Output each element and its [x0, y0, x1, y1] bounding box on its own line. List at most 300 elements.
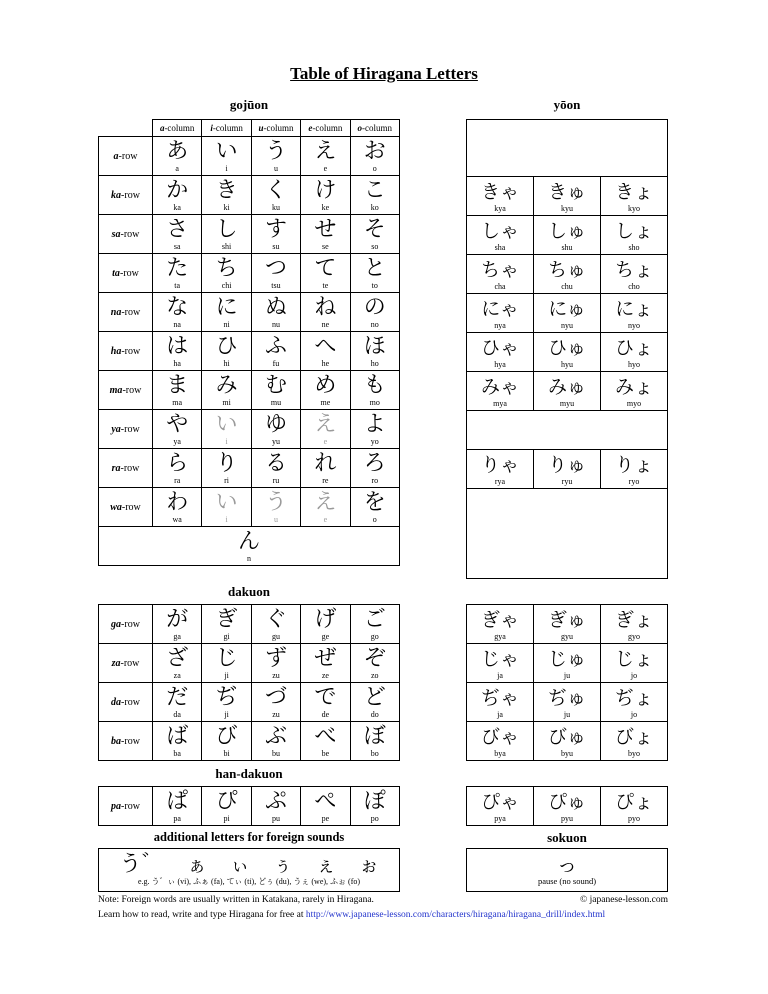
- kana-cell: [350, 488, 399, 527]
- kana-cell: [601, 683, 668, 722]
- kana-cell: [153, 293, 202, 332]
- empty-cell: [467, 489, 668, 579]
- kana-cell: [467, 605, 534, 644]
- row-label-suffix: -row: [120, 423, 140, 435]
- row-label: [99, 293, 153, 332]
- empty-row: [467, 120, 668, 177]
- romaji-label: be: [321, 749, 330, 758]
- kana-cell: [153, 371, 202, 410]
- romaji-label: gi: [223, 632, 230, 641]
- romaji-label: ga: [173, 632, 181, 641]
- row-label: [99, 787, 153, 826]
- kana-cell: [350, 787, 399, 826]
- kana-character: ひょ: [614, 336, 653, 359]
- kana-cell: [534, 787, 601, 826]
- kana-cell: [153, 722, 202, 761]
- kana-row: [99, 137, 400, 176]
- row-label: [99, 644, 153, 683]
- romaji-label: pu: [271, 814, 280, 823]
- row-label: [99, 605, 153, 644]
- kana-cell: [153, 488, 202, 527]
- kana-cell: [601, 177, 668, 216]
- kana-cell: [534, 605, 601, 644]
- handakuon-table: [98, 786, 400, 826]
- row-label: [99, 683, 153, 722]
- column-header: [202, 120, 251, 137]
- romaji-label: ma: [172, 398, 183, 407]
- kana-character: ゆ: [264, 412, 287, 437]
- kana-character: も: [363, 373, 386, 398]
- romaji-label: myo: [626, 398, 642, 408]
- kana-character: げ: [314, 607, 337, 632]
- romaji-label: ja: [497, 709, 503, 719]
- romaji-label: ya: [173, 437, 181, 446]
- kana-cell: [350, 605, 399, 644]
- kana-cell: [202, 683, 251, 722]
- row-label-prefix: ra: [111, 462, 121, 474]
- kana-cell: [534, 177, 601, 216]
- kana-character: じ: [215, 646, 238, 671]
- kana-row: [467, 216, 668, 255]
- kana-character: ひゅ: [547, 336, 586, 359]
- kana-character: む: [264, 373, 287, 398]
- kana-character: ぢゅ: [547, 686, 586, 709]
- empty-row: [467, 489, 668, 579]
- kana-character: にゃ: [481, 297, 519, 320]
- kana-cell: [202, 644, 251, 683]
- kana-character: ちゃ: [480, 258, 519, 281]
- kana-cell: [202, 137, 251, 176]
- kana-character: ぽ: [363, 789, 386, 814]
- kana-character: だ: [166, 685, 189, 710]
- kana-character: ぶ: [264, 724, 287, 749]
- kana-character: ぢゃ: [480, 686, 519, 709]
- kana-cell: [202, 215, 251, 254]
- romaji-label: hi: [223, 359, 230, 368]
- row-label-suffix: -row: [121, 189, 140, 201]
- kana-character: びゃ: [480, 725, 519, 748]
- romaji-label: kya: [494, 203, 506, 213]
- romaji-label: jo: [630, 670, 638, 680]
- row-label-prefix: da: [111, 696, 122, 708]
- kana-cell: [251, 410, 300, 449]
- kana-row: [99, 332, 400, 371]
- kana-cell: [202, 722, 251, 761]
- kana-cell: [251, 488, 300, 527]
- footer-learn-text: Learn how to read, write and type Hiragana for free at: [98, 910, 306, 920]
- romaji-label: pyo: [628, 813, 640, 823]
- romaji-label: ka: [173, 203, 181, 212]
- foreign-kana-character: ぅ: [273, 853, 293, 876]
- kana-character: す: [264, 217, 287, 242]
- kana-character: ぞ: [363, 646, 386, 671]
- romaji-label: da: [173, 710, 181, 719]
- romaji-label: ze: [321, 671, 329, 680]
- kana-row: [99, 215, 400, 254]
- row-label-suffix: -row: [118, 150, 138, 162]
- kana-cell: [350, 293, 399, 332]
- kana-character: ぼ: [363, 724, 386, 749]
- kana-character: え: [314, 139, 337, 164]
- column-header: [153, 120, 202, 137]
- romaji-label: pyu: [561, 813, 573, 823]
- handakuon-heading: han-dakuon: [215, 766, 283, 781]
- page-title-text: Table of Hiragana Letters: [290, 64, 478, 83]
- kana-character: い: [215, 412, 238, 437]
- row-label-suffix: -row: [119, 267, 139, 279]
- kana-character: び: [215, 724, 238, 749]
- kana-cell: [251, 137, 300, 176]
- yoon-heading: yōon: [553, 97, 581, 112]
- romaji-label: ba: [173, 749, 181, 758]
- romaji-label: ha: [173, 359, 181, 368]
- romaji-label: na: [173, 320, 181, 329]
- romaji-label: se: [322, 242, 329, 251]
- romaji-label: pi: [223, 814, 230, 823]
- kana-character: にゅ: [548, 297, 586, 320]
- row-label-suffix: -row: [121, 696, 140, 708]
- kana-character: ぎゅ: [547, 608, 586, 631]
- romaji-label: ta: [174, 281, 181, 290]
- romaji-label: u: [273, 515, 278, 524]
- foreign-sounds-box: [98, 848, 400, 892]
- row-label-prefix: ka: [111, 189, 122, 201]
- romaji-label: gyu: [561, 631, 573, 641]
- kana-character: ぎ: [215, 607, 238, 632]
- kana-cell: [202, 410, 251, 449]
- romaji-label: e: [323, 164, 328, 173]
- row-label: [99, 410, 153, 449]
- romaji-label: a: [175, 164, 179, 173]
- romaji-label: he: [321, 359, 330, 368]
- romaji-label: chu: [561, 281, 573, 291]
- romaji-label: mo: [369, 398, 380, 407]
- kana-row: [99, 683, 400, 722]
- kana-cell: [202, 371, 251, 410]
- row-label: [99, 254, 153, 293]
- empty-cell: [467, 120, 668, 177]
- kana-cell: [350, 371, 399, 410]
- kana-character: しょ: [614, 219, 653, 242]
- romaji-label: gu: [271, 632, 280, 641]
- kana-row: [467, 722, 668, 761]
- kana-cell: [601, 294, 668, 333]
- romaji-label: su: [272, 242, 280, 251]
- kana-character: ろ: [363, 451, 386, 476]
- row-label-prefix: ma: [109, 384, 123, 396]
- romaji-label: sa: [173, 242, 181, 251]
- kana-character: りょ: [614, 453, 653, 476]
- row-label-suffix: -row: [121, 618, 140, 630]
- kana-cell: [534, 216, 601, 255]
- row-label: [99, 371, 153, 410]
- kana-cell: [202, 176, 251, 215]
- kana-character: よ: [363, 412, 386, 437]
- kana-row: [99, 605, 400, 644]
- kana-character: ぴゅ: [547, 790, 586, 813]
- romaji-label: nya: [494, 320, 506, 330]
- kana-character: お: [363, 139, 386, 164]
- kana-cell: [251, 605, 300, 644]
- romaji-label: hyu: [561, 359, 573, 369]
- sokuon-caption: pause (no sound): [537, 876, 597, 886]
- romaji-label: rya: [494, 476, 506, 486]
- kana-cell: [601, 605, 668, 644]
- kana-character: しゃ: [480, 219, 519, 242]
- kana-cell: [202, 488, 251, 527]
- kana-cell: [153, 410, 202, 449]
- kana-character: め: [314, 373, 337, 398]
- kana-character: じゃ: [480, 647, 519, 670]
- kana-character: ぷ: [264, 789, 287, 814]
- kana-character: ぺ: [314, 789, 337, 814]
- column-header-prefix: a: [159, 123, 165, 133]
- corner-cell: [99, 120, 153, 137]
- romaji-label: do: [370, 710, 379, 719]
- kana-cell: [350, 683, 399, 722]
- kana-row: [467, 294, 668, 333]
- kana-cell: [301, 449, 350, 488]
- column-header-suffix: -column: [263, 123, 294, 133]
- kana-character: ね: [314, 295, 337, 320]
- kana-character: ふ: [264, 334, 287, 359]
- romaji-label: ra: [174, 476, 181, 485]
- gojuon-table: [98, 119, 400, 566]
- row-label-prefix: sa: [111, 228, 121, 240]
- kana-cell: [99, 527, 400, 566]
- romaji-label: wa: [172, 515, 182, 524]
- kana-character: て: [314, 256, 337, 281]
- kana-cell: [301, 410, 350, 449]
- kana-character: う: [264, 490, 287, 515]
- romaji-label: nyu: [561, 320, 573, 330]
- romaji-label: ju: [563, 670, 571, 680]
- kana-cell: [301, 787, 350, 826]
- footer-note: Note: Foreign words are usually written in Katakana, rarely in Hiragana.: [98, 895, 374, 905]
- kana-cell: [301, 371, 350, 410]
- row-label: [99, 215, 153, 254]
- romaji-label: shu: [561, 242, 573, 252]
- row-label-suffix: -row: [121, 800, 140, 812]
- kana-row: [467, 605, 668, 644]
- kana-character: う: [264, 139, 287, 164]
- romaji-label: o: [372, 164, 377, 173]
- romaji-label: shi: [221, 242, 232, 251]
- row-label-suffix: -row: [120, 657, 140, 669]
- kana-cell: [467, 372, 534, 411]
- kana-character: きょ: [614, 180, 653, 203]
- kana-character: か: [166, 178, 189, 203]
- romaji-label: sha: [494, 242, 506, 252]
- column-header-suffix: -column: [312, 123, 343, 133]
- romaji-label: so: [371, 242, 379, 251]
- kana-character: え: [314, 490, 337, 515]
- romaji-label: go: [370, 632, 379, 641]
- romaji-label: i: [225, 164, 228, 173]
- foreign-sounds-heading: additional letters for foreign sounds: [153, 830, 345, 844]
- footer-link[interactable]: http://www.japanese-lesson.com/characters/hiragana/hiragana_drill/index.html: [305, 910, 606, 920]
- romaji-label: gya: [494, 631, 506, 641]
- row-label-prefix: wa: [110, 501, 122, 513]
- kana-character: みゃ: [480, 375, 519, 398]
- row-label-prefix: ya: [111, 423, 121, 435]
- kana-row: [99, 449, 400, 488]
- column-header-prefix: e: [308, 123, 313, 133]
- kana-character: ぴょ: [614, 790, 653, 813]
- kana-cell: [202, 254, 251, 293]
- kana-character: る: [264, 451, 287, 476]
- kana-cell: [301, 644, 350, 683]
- kana-character: け: [314, 178, 337, 203]
- sokuon-box: [466, 848, 668, 892]
- kana-cell: [301, 137, 350, 176]
- kana-row: [467, 644, 668, 683]
- kana-cell: [601, 372, 668, 411]
- kana-character: にょ: [615, 297, 653, 320]
- kana-row: [467, 450, 668, 489]
- romaji-label: ne: [321, 320, 330, 329]
- kana-character: ご: [363, 607, 386, 632]
- romaji-label: ri: [224, 476, 230, 485]
- row-label-prefix: ha: [110, 345, 122, 357]
- kana-cell: [534, 372, 601, 411]
- kana-character: ら: [166, 451, 189, 476]
- column-header-prefix: u: [258, 123, 264, 133]
- kana-character: つ: [264, 256, 287, 281]
- kana-row: [99, 293, 400, 332]
- pya-table: [466, 786, 668, 826]
- row-label-suffix: -row: [121, 345, 141, 357]
- romaji-label: bu: [271, 749, 280, 758]
- kana-cell: [350, 176, 399, 215]
- kana-row: [467, 787, 668, 826]
- row-label-suffix: -row: [121, 735, 140, 747]
- sokuon-heading: sokuon: [547, 830, 587, 845]
- kana-character: ぴゃ: [480, 790, 519, 813]
- empty-cell: [467, 411, 668, 450]
- kana-character: さ: [166, 217, 189, 242]
- yoon-dakuon-table: [466, 604, 668, 761]
- kana-cell: [202, 293, 251, 332]
- romaji-label: hya: [494, 359, 506, 369]
- copyright-text: © japanese-lesson.com: [580, 895, 668, 905]
- kana-character: に: [215, 295, 238, 320]
- kana-cell: [251, 254, 300, 293]
- kana-cell: [534, 722, 601, 761]
- kana-character: ちょ: [614, 258, 653, 281]
- yoon-table: [466, 119, 668, 579]
- romaji-label: i: [225, 515, 228, 524]
- kana-character: み: [215, 373, 238, 398]
- romaji-label: kyu: [561, 203, 573, 213]
- romaji-label: o: [372, 515, 377, 524]
- kana-cell: [350, 644, 399, 683]
- row-label-suffix: -row: [120, 228, 140, 240]
- kana-cell: [251, 449, 300, 488]
- kana-character: い: [215, 490, 238, 515]
- romaji-label: te: [322, 281, 329, 290]
- kana-cell: [350, 137, 399, 176]
- romaji-label: ku: [271, 203, 280, 212]
- romaji-label: n: [247, 554, 251, 563]
- kana-character: と: [363, 256, 386, 281]
- kana-row: [99, 371, 400, 410]
- dakuon-table: [98, 604, 400, 761]
- romaji-label: bo: [370, 749, 379, 758]
- kana-row: [467, 372, 668, 411]
- column-header: [301, 120, 350, 137]
- kana-character: びょ: [614, 725, 653, 748]
- row-label: [99, 176, 153, 215]
- romaji-label: ji: [224, 710, 229, 719]
- kana-cell: [601, 644, 668, 683]
- kana-character: じょ: [614, 647, 653, 670]
- kana-cell: [534, 450, 601, 489]
- romaji-label: gyo: [628, 631, 640, 641]
- n-row: [99, 527, 400, 566]
- romaji-label: cho: [628, 281, 640, 291]
- kana-cell: [350, 254, 399, 293]
- kana-character: ぎゃ: [480, 608, 519, 631]
- romaji-label: mu: [270, 398, 282, 407]
- romaji-label: byo: [628, 748, 640, 758]
- kana-character: ぴ: [215, 789, 238, 814]
- kana-cell: [153, 449, 202, 488]
- kana-cell: [601, 787, 668, 826]
- romaji-label: i: [225, 437, 228, 446]
- kana-character: ざ: [166, 646, 189, 671]
- kana-cell: [467, 333, 534, 372]
- romaji-label: ge: [321, 632, 330, 641]
- column-header: [251, 120, 300, 137]
- column-header-row: [99, 120, 400, 137]
- kana-character: し: [215, 217, 238, 242]
- romaji-label: ko: [370, 203, 379, 212]
- romaji-label: byu: [561, 748, 573, 758]
- kana-cell: [301, 722, 350, 761]
- kana-cell: [153, 137, 202, 176]
- kana-character: は: [166, 334, 189, 359]
- column-header-suffix: -column: [362, 123, 393, 133]
- kana-character: ん: [237, 529, 260, 554]
- kana-cell: [467, 722, 534, 761]
- romaji-label: ro: [371, 476, 379, 485]
- kana-character: じゅ: [547, 647, 586, 670]
- romaji-label: fu: [272, 359, 280, 368]
- kana-row: [99, 644, 400, 683]
- romaji-label: mya: [493, 398, 507, 408]
- kana-cell: [153, 176, 202, 215]
- row-label-prefix: ba: [111, 735, 122, 747]
- kana-cell: [601, 333, 668, 372]
- kana-cell: [251, 644, 300, 683]
- row-label-suffix: -row: [121, 306, 141, 318]
- kana-cell: [350, 332, 399, 371]
- romaji-label: ho: [370, 359, 379, 368]
- kana-cell: [251, 215, 300, 254]
- romaji-label: za: [173, 671, 181, 680]
- row-label-prefix: a: [113, 150, 119, 162]
- kana-character: い: [215, 139, 238, 164]
- sokuon-kana-character: っ: [557, 853, 577, 877]
- romaji-label: e: [323, 437, 328, 446]
- row-label-prefix: ga: [111, 618, 122, 630]
- romaji-label: po: [370, 814, 379, 823]
- kana-character: わ: [166, 490, 189, 515]
- kana-cell: [301, 215, 350, 254]
- kana-character: せ: [314, 217, 337, 242]
- row-label-suffix: -row: [122, 384, 142, 396]
